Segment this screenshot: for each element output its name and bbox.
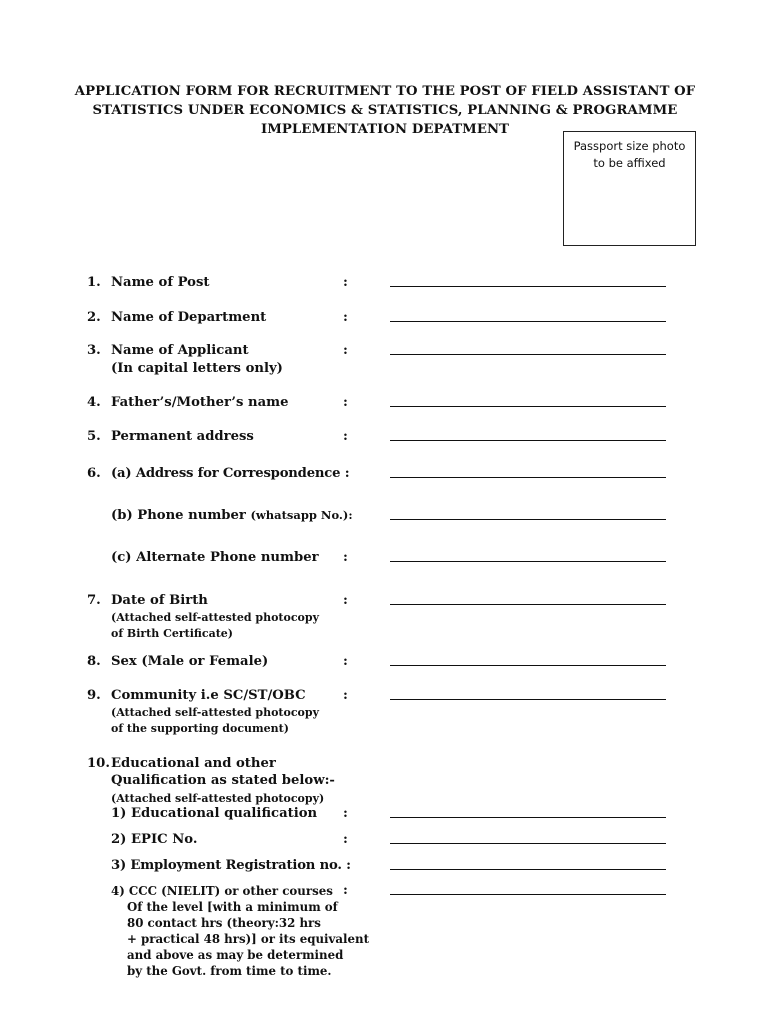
field-sub-label: (In capital letters only)	[111, 361, 283, 376]
item-number: 5.	[87, 429, 101, 444]
item-number: 9.	[87, 688, 101, 703]
ccc-course-label	[111, 883, 369, 979]
form-title-line: STATISTICS UNDER ECONOMICS & STATISTICS, PLANNING & PROGRAMME	[92, 103, 678, 118]
field-label: Name of Department	[111, 310, 267, 325]
date-of-birth-input-line[interactable]	[390, 604, 666, 605]
ccc-course-input-line[interactable]	[390, 894, 666, 895]
community-input-line[interactable]	[390, 699, 666, 700]
section-label: Qualification as stated below:-	[111, 773, 335, 788]
colon: :	[343, 550, 348, 565]
educational-qualification-input-line[interactable]	[390, 817, 666, 818]
field-label: (a) Address for Correspondence :	[111, 466, 350, 481]
applicant-name-input-line[interactable]	[390, 354, 666, 355]
field-label: 2) EPIC No.	[111, 832, 198, 847]
colon: :	[343, 593, 348, 608]
colon: :	[343, 343, 348, 358]
field-label: (c) Alternate Phone number	[111, 550, 319, 565]
employment-registration-input-line[interactable]	[390, 869, 666, 870]
item-number: 4.	[87, 395, 101, 410]
phone-number-input-line[interactable]	[390, 519, 666, 520]
department-input-line[interactable]	[390, 321, 666, 322]
field-label-text: (b) Phone number	[111, 508, 251, 523]
field-label: Father’s/Mother’s name	[111, 395, 289, 410]
field-sub-label: of Birth Certificate)	[111, 627, 233, 640]
item-number: 6.	[87, 466, 101, 481]
passport-photo-box[interactable]	[563, 131, 696, 246]
field-label: Name of Post	[111, 275, 210, 290]
ccc-label-line: Of the level [with a minimum of	[127, 900, 338, 914]
alternate-phone-input-line[interactable]	[390, 561, 666, 562]
field-label-note: (whatsapp No.):	[250, 508, 353, 522]
photo-box-text: to be affixed	[593, 156, 666, 170]
item-number: 8.	[87, 654, 101, 669]
section-label: Educational and other	[111, 756, 276, 771]
colon: :	[343, 310, 348, 325]
section-sub-label: (Attached self-attested photocopy)	[111, 792, 325, 805]
colon: :	[343, 275, 348, 290]
colon: :	[343, 832, 348, 847]
colon: :	[343, 883, 348, 898]
field-label: Community i.e SC/ST/OBC	[111, 688, 306, 703]
item-number: 7.	[87, 593, 101, 608]
ccc-label-line: 4) CCC (NIELIT) or other courses	[111, 884, 333, 898]
name-of-post-input-line[interactable]	[390, 286, 666, 287]
field-label: Date of Birth	[111, 593, 208, 608]
form-title-line: IMPLEMENTATION DEPATMENT	[260, 122, 510, 137]
colon: :	[343, 395, 348, 410]
item-number: 1.	[87, 275, 101, 290]
colon: :	[343, 654, 348, 669]
permanent-address-input-line[interactable]	[390, 440, 666, 441]
correspondence-address-input-line[interactable]	[390, 477, 666, 478]
field-label: Sex (Male or Female)	[111, 654, 269, 669]
field-label: 3) Employment Registration no. :	[111, 858, 351, 873]
item-number: 10.	[87, 756, 110, 771]
item-number: 3.	[87, 343, 101, 358]
photo-box-text: Passport size photo	[573, 139, 686, 153]
parent-name-input-line[interactable]	[390, 406, 666, 407]
field-sub-label: of the supporting document)	[111, 722, 289, 735]
field-label: 1) Educational qualification	[111, 806, 318, 821]
field-sub-label: (Attached self-attested photocopy	[111, 611, 319, 624]
ccc-label-line: 80 contact hrs (theory:32 hrs	[127, 916, 321, 930]
item-number: 2.	[87, 310, 101, 325]
field-label	[111, 508, 353, 523]
ccc-label-line: by the Govt. from time to time.	[127, 964, 332, 978]
epic-no-input-line[interactable]	[390, 843, 666, 844]
ccc-label-line: + practical 48 hrs)] or its equivalent	[127, 932, 370, 946]
colon: :	[343, 688, 348, 703]
sex-input-line[interactable]	[390, 665, 666, 666]
colon: :	[343, 429, 348, 444]
form-title-line: APPLICATION FORM FOR RECRUITMENT TO THE POST OF FIELD ASSISTANT OF	[74, 84, 696, 99]
field-label: Name of Applicant	[111, 343, 249, 358]
ccc-label-line: and above as may be determined	[127, 948, 344, 962]
colon: :	[343, 806, 348, 821]
field-label: Permanent address	[111, 429, 254, 444]
field-sub-label: (Attached self-attested photocopy	[111, 706, 319, 719]
